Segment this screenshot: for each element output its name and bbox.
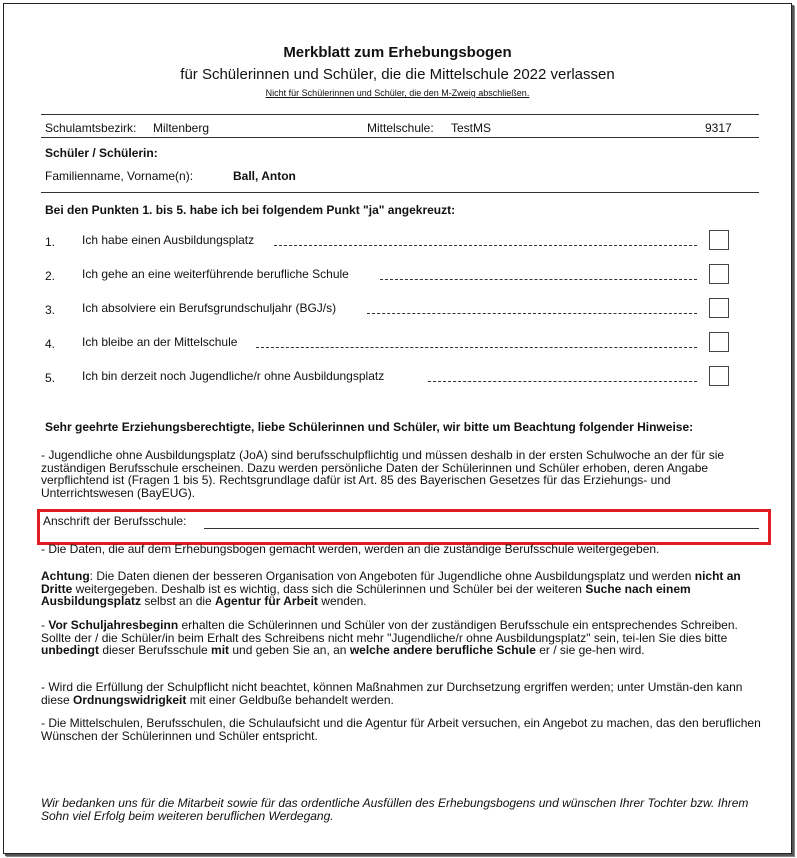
bold-text: Agentur für Arbeit (215, 594, 318, 608)
bold-text: welche andere berufliche Schule (349, 643, 536, 657)
checkbox-mittelschule[interactable] (709, 332, 729, 352)
district-label: Schulamtsbezirk: (45, 121, 137, 135)
divider (41, 137, 759, 138)
fill-line (428, 381, 697, 382)
text: : Die Daten dienen der besseren Organisation von Angeboten für Jugendliche ohne Ausbildungsplatz und werden (89, 569, 695, 583)
list-item-label: Ich gehe an eine weiterführende berufliche Schule (82, 267, 349, 281)
text: dieser Berufsschule (98, 643, 212, 657)
fill-line (274, 245, 697, 246)
school-label: Mittelschule: (367, 121, 434, 135)
notice-paragraph: - Die Mittelschulen, Berufsschulen, die Schulaufsicht und die Agentur für Arbeit versuchen, ein Angebot zu machen, das den beruflichen Wünschen der Schülerinnen und Schüler entspricht. (41, 716, 761, 743)
notice-paragraph-achtung (41, 570, 761, 608)
fill-line (367, 313, 697, 314)
bold-text: Ordnungswidrigkeit (73, 692, 187, 707)
text: erhalten die Schülerinnen und Schüler von der zuständigen Berufsschule ein entsprechendes Schreiben. Sollte der / die Schüler/in beim Erhalt des Schreibens nicht mehr "Jugendliche/r ohne Ausbildungsplatz" sein, tei-len Sie dies bitte (41, 618, 738, 645)
student-heading: Schüler / Schülerin: (45, 146, 158, 160)
school-number: 9317 (705, 121, 732, 135)
checkbox-ohne-ausbildungsplatz[interactable] (709, 366, 729, 386)
document-page (3, 3, 792, 854)
notice-paragraph-schuljahresbeginn (41, 619, 761, 657)
text: mit einer Geldbuße behandelt werden. (186, 692, 394, 707)
text: selbst an die (141, 594, 216, 608)
list-item-number: 2. (45, 269, 56, 283)
list-item-number: 5. (45, 371, 56, 385)
bold-text: unbedingt (41, 643, 99, 657)
text: und geben Sie an, an (229, 643, 350, 657)
list-item-label: Ich bleibe an der Mittelschule (82, 335, 238, 349)
closing-text: Wir bedanken uns für die Mitarbeit sowie für das ordentliche Ausfüllen des Erhebungsbogens und wünschen Ihrer Tochter bzw. Ihrem Sohn viel Erfolg beim weiteren beruflichen Werdegang. (41, 796, 749, 823)
list-item-number: 4. (45, 337, 56, 351)
list-item-label: Ich habe einen Ausbildungsplatz (82, 233, 255, 247)
address-input-line[interactable] (204, 528, 759, 529)
notice-paragraph-ordnungswidrigkeit (41, 681, 761, 706)
text: weitergegeben. Deshalb ist es wichtig, dass sich die Schülerinnen und Schüler bei der weiteren (72, 581, 586, 596)
notice-paragraph: - Die Daten, die auf dem Erhebungsbogen gemacht werden, werden an die zuständige Berufsschule weitergegeben. (41, 542, 660, 556)
list-item-label: Ich absolviere ein Berufsgrundschuljahr (BGJ/s) (82, 301, 337, 315)
checkbox-ausbildungsplatz[interactable] (709, 230, 729, 250)
student-name-label: Familienname, Vorname(n): (45, 169, 194, 183)
fill-line (380, 279, 697, 280)
notice-heading: Sehr geehrte Erziehungsberechtigte, liebe Schülerinnen und Schüler, wir bitte um Beachtung folgender Hinweise: (45, 420, 694, 434)
bold-text: nicht an Dritte (41, 569, 741, 596)
student-name-value: Ball, Anton (233, 169, 296, 183)
district-value: Miltenberg (153, 121, 210, 135)
page-note: Nicht für Schülerinnen und Schüler, die den M-Zweig abschließen. (265, 88, 530, 98)
text: er / sie ge-hen wird. (535, 643, 645, 657)
checkbox-bgj[interactable] (709, 298, 729, 318)
list-item-number: 1. (45, 235, 56, 249)
page-title: Merkblatt zum Erhebungsbogen (283, 44, 512, 61)
address-label: Anschrift der Berufsschule: (43, 514, 187, 528)
divider (41, 192, 759, 193)
bold-text: Suche nach einem Ausbildungsplatz (41, 581, 691, 608)
bold-text: Achtung (41, 569, 90, 583)
text: - Wird die Erfüllung der Schulpflicht nicht beachtet, können Maßnahmen zur Durchsetzung ergriffen werden; unter Umstän-den kann diese (41, 680, 743, 707)
text: - (41, 618, 49, 632)
bold-text: mit (211, 643, 230, 657)
list-item-label: Ich bin derzeit noch Jugendliche/r ohne Ausbildungsplatz (82, 369, 385, 383)
page-subtitle: für Schülerinnen und Schüler, die die Mittelschule 2022 verlassen (180, 66, 615, 83)
fill-line (256, 347, 697, 348)
list-item-number: 3. (45, 303, 56, 317)
notice-paragraph: - Jugendliche ohne Ausbildungsplatz (JoA) sind berufsschulpflichtig und müssen deshalb in der ersten Schulwoche an der für sie zuständigen Berufsschule erscheinen. Dazu werden persönliche Daten der Schülerinnen und Schüler erhoben, deren Angabe verpflichtend ist (Fragen 1 bis 5). Rechtsgrundlage dafür ist Art. 85 des Bayerischen Gesetzes für das Erziehungs- und Unterrichtswesen (BayEUG). (41, 448, 725, 500)
bold-text: Vor Schuljahresbeginn (48, 618, 179, 632)
school-value: TestMS (451, 121, 492, 135)
text: wenden. (317, 594, 367, 608)
checkbox-weiterfuehrende-schule[interactable] (709, 264, 729, 284)
divider (41, 114, 759, 115)
checklist-heading: Bei den Punkten 1. bis 5. habe ich bei folgendem Punkt "ja" angekreuzt: (45, 203, 456, 217)
